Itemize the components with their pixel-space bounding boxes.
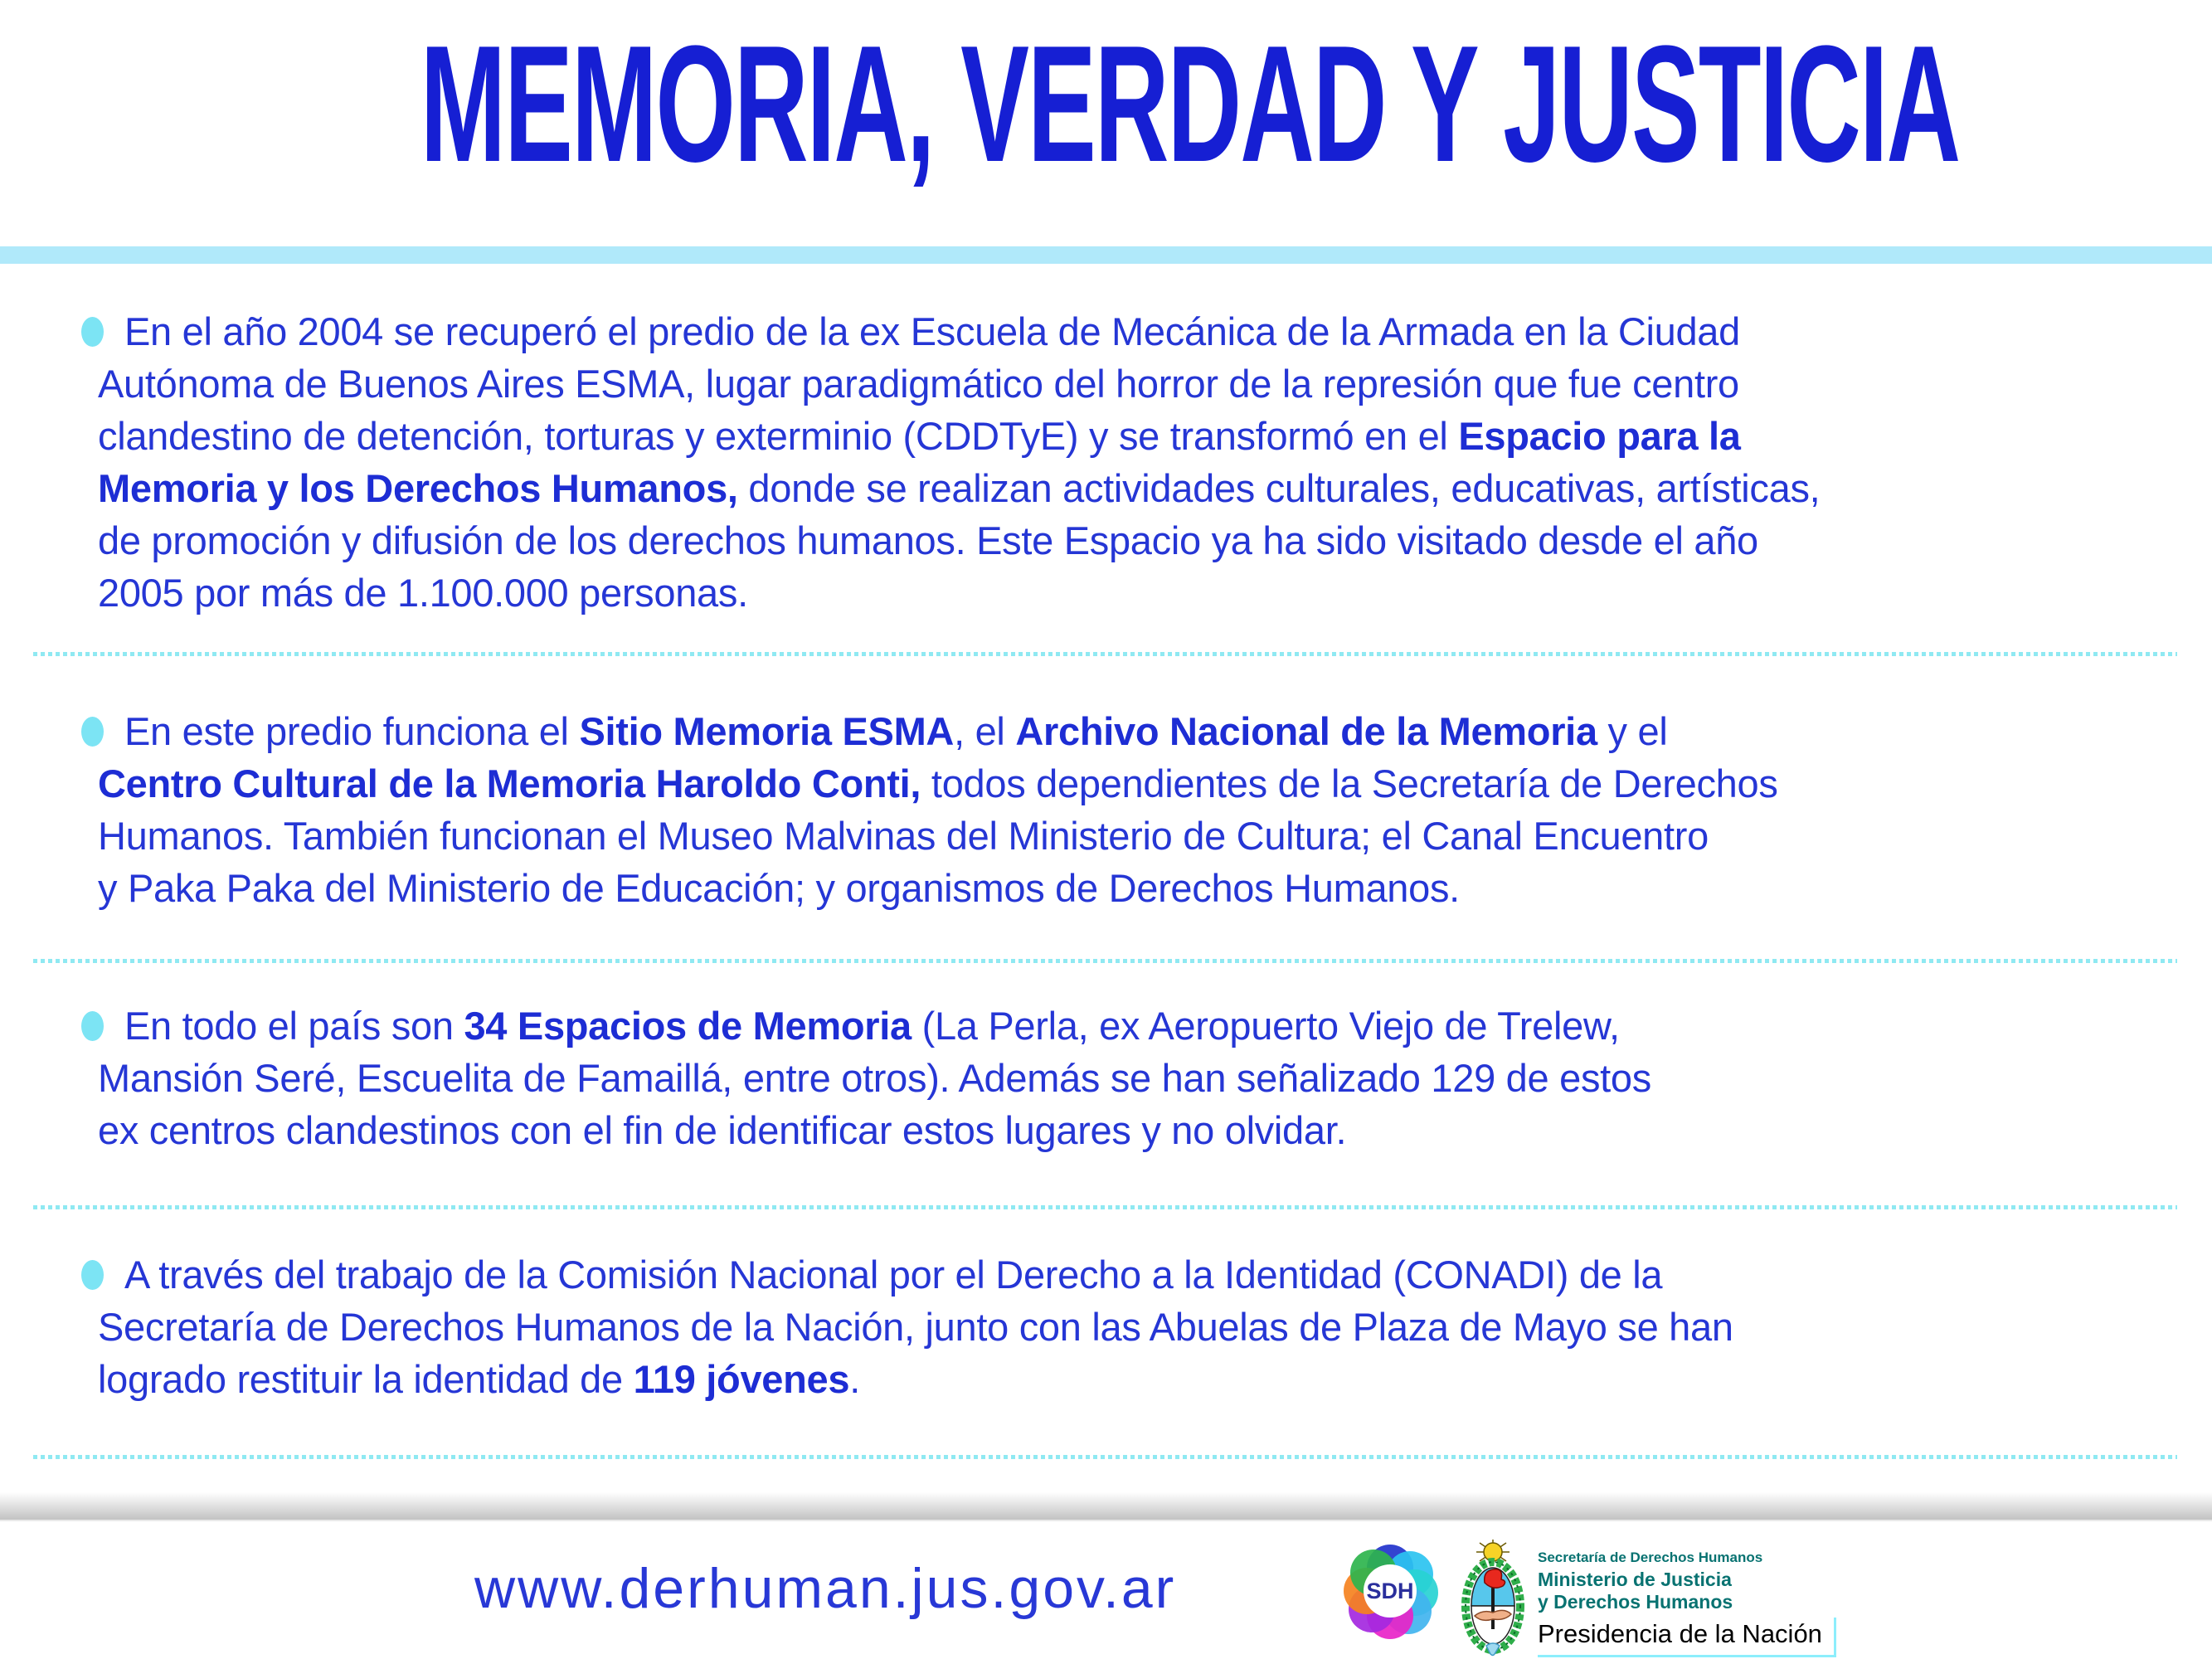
bullet-paragraph xyxy=(56,1000,2154,1156)
highlighted-text: 34 Espacios de Memoria xyxy=(464,1004,912,1048)
body-text: donde se realizan actividades culturales, educativas, artísticas, xyxy=(737,466,1821,510)
bullet-paragraph xyxy=(56,1248,2154,1405)
paragraph-line xyxy=(56,410,2154,462)
body-text: Secretaría de Derechos Humanos de la Nación, junto con las Abuelas de Plaza de Mayo se han xyxy=(98,1305,1733,1349)
dotted-separator xyxy=(33,1205,2177,1209)
paragraph-line xyxy=(56,1000,2154,1052)
highlighted-text: Memoria y los Derechos Humanos, xyxy=(98,466,738,510)
ministerio-line: Ministerio de Justicia xyxy=(1538,1569,1732,1590)
paragraph-line xyxy=(56,358,2154,410)
body-text: (La Perla, ex Aeropuerto Viejo de Trelew, xyxy=(911,1004,1620,1048)
body-text: En todo el país son xyxy=(124,1004,464,1048)
dotted-separator xyxy=(33,652,2177,656)
body-text: Humanos. También funcionan el Museo Malvinas del Ministerio de Cultura; el Canal Encuentro xyxy=(98,814,1709,858)
header-divider-bar xyxy=(0,246,2212,264)
ministry-logo-text xyxy=(1538,1550,1836,1657)
paragraph-line xyxy=(56,1353,2154,1405)
body-text: A través del trabajo de la Comisión Nacional por el Derecho a la Identidad (CONADI) de la xyxy=(124,1253,1663,1297)
paragraph-line xyxy=(56,1052,2154,1104)
website-url: www.derhuman.jus.gov.ar xyxy=(474,1557,1177,1620)
body-text: . xyxy=(849,1357,860,1401)
body-text: clandestino de detención, torturas y exterminio (CDDTyE) y se transformó en el xyxy=(98,414,1459,458)
bullet-paragraph xyxy=(56,305,2154,619)
dotted-separator xyxy=(33,959,2177,963)
derechos-line: y Derechos Humanos xyxy=(1538,1591,1733,1613)
presidencia-box xyxy=(1538,1618,1836,1657)
body-text: de promoción y difusión de los derechos humanos. Este Espacio ya ha sido visitado desde el año xyxy=(98,518,1758,562)
paragraph-line xyxy=(56,567,2154,619)
body-text: En el año 2004 se recuperó el predio de la ex Escuela de Mecánica de la Armada en la Ciudad xyxy=(124,309,1740,353)
bullet-icon xyxy=(81,1260,104,1290)
highlighted-text: Centro Cultural de la Memoria Haroldo Conti, xyxy=(98,761,921,805)
sdh-label: SDH xyxy=(1364,1564,1417,1618)
paragraph-line xyxy=(56,1104,2154,1156)
paragraph-line xyxy=(56,305,2154,358)
body-text: logrado restituir la identidad de xyxy=(98,1357,634,1401)
bullet-icon xyxy=(81,717,104,747)
presidencia-line: Presidencia de la Nación xyxy=(1538,1619,1822,1648)
bullet-icon xyxy=(81,1011,104,1041)
body-text: En este predio funciona el xyxy=(124,709,580,753)
highlighted-text: Sitio Memoria ESMA xyxy=(579,709,955,753)
paragraph-line xyxy=(56,757,2154,810)
sdh-logo xyxy=(1344,1545,1437,1637)
content-bottom-shadow xyxy=(0,1492,2212,1521)
body-text: Autónoma de Buenos Aires ESMA, lugar paradigmático del horror de la represión que fue centro xyxy=(98,362,1739,406)
bullet-paragraph xyxy=(56,705,2154,914)
paragraph-line xyxy=(56,514,2154,567)
body-text: Mansión Seré, Escuelita de Famaillá, entre otros). Además se han señalizado 129 de estos xyxy=(98,1056,1651,1100)
secretaria-line: Secretaría de Derechos Humanos xyxy=(1538,1550,1763,1565)
body-text: ex centros clandestinos con el fin de identificar estos lugares y no olvidar. xyxy=(98,1108,1347,1152)
body-text: todos dependientes de la Secretaría de Derechos xyxy=(921,761,1778,805)
body-text: y Paka Paka del Ministerio de Educación; y organismos de Derechos Humanos. xyxy=(98,866,1460,910)
paragraph-line xyxy=(56,862,2154,914)
body-text: , el xyxy=(954,709,1016,753)
body-text: 2005 por más de 1.100.000 personas. xyxy=(98,571,748,615)
bullet-icon xyxy=(81,317,104,347)
paragraph-line xyxy=(56,810,2154,862)
coat-of-arms-icon xyxy=(1451,1540,1534,1657)
paragraph-line xyxy=(56,705,2154,757)
paragraph-line xyxy=(56,462,2154,514)
dotted-separator xyxy=(33,1455,2177,1459)
page-title: MEMORIA, VERDAD Y JUSTICIA xyxy=(420,12,1960,197)
highlighted-text: Espacio para la xyxy=(1458,414,1741,458)
paragraph-line xyxy=(56,1248,2154,1301)
paragraph-line xyxy=(56,1301,2154,1353)
highlighted-text: 119 jóvenes xyxy=(633,1357,850,1401)
highlighted-text: Archivo Nacional de la Memoria xyxy=(1015,709,1597,753)
body-text: y el xyxy=(1597,709,1668,753)
